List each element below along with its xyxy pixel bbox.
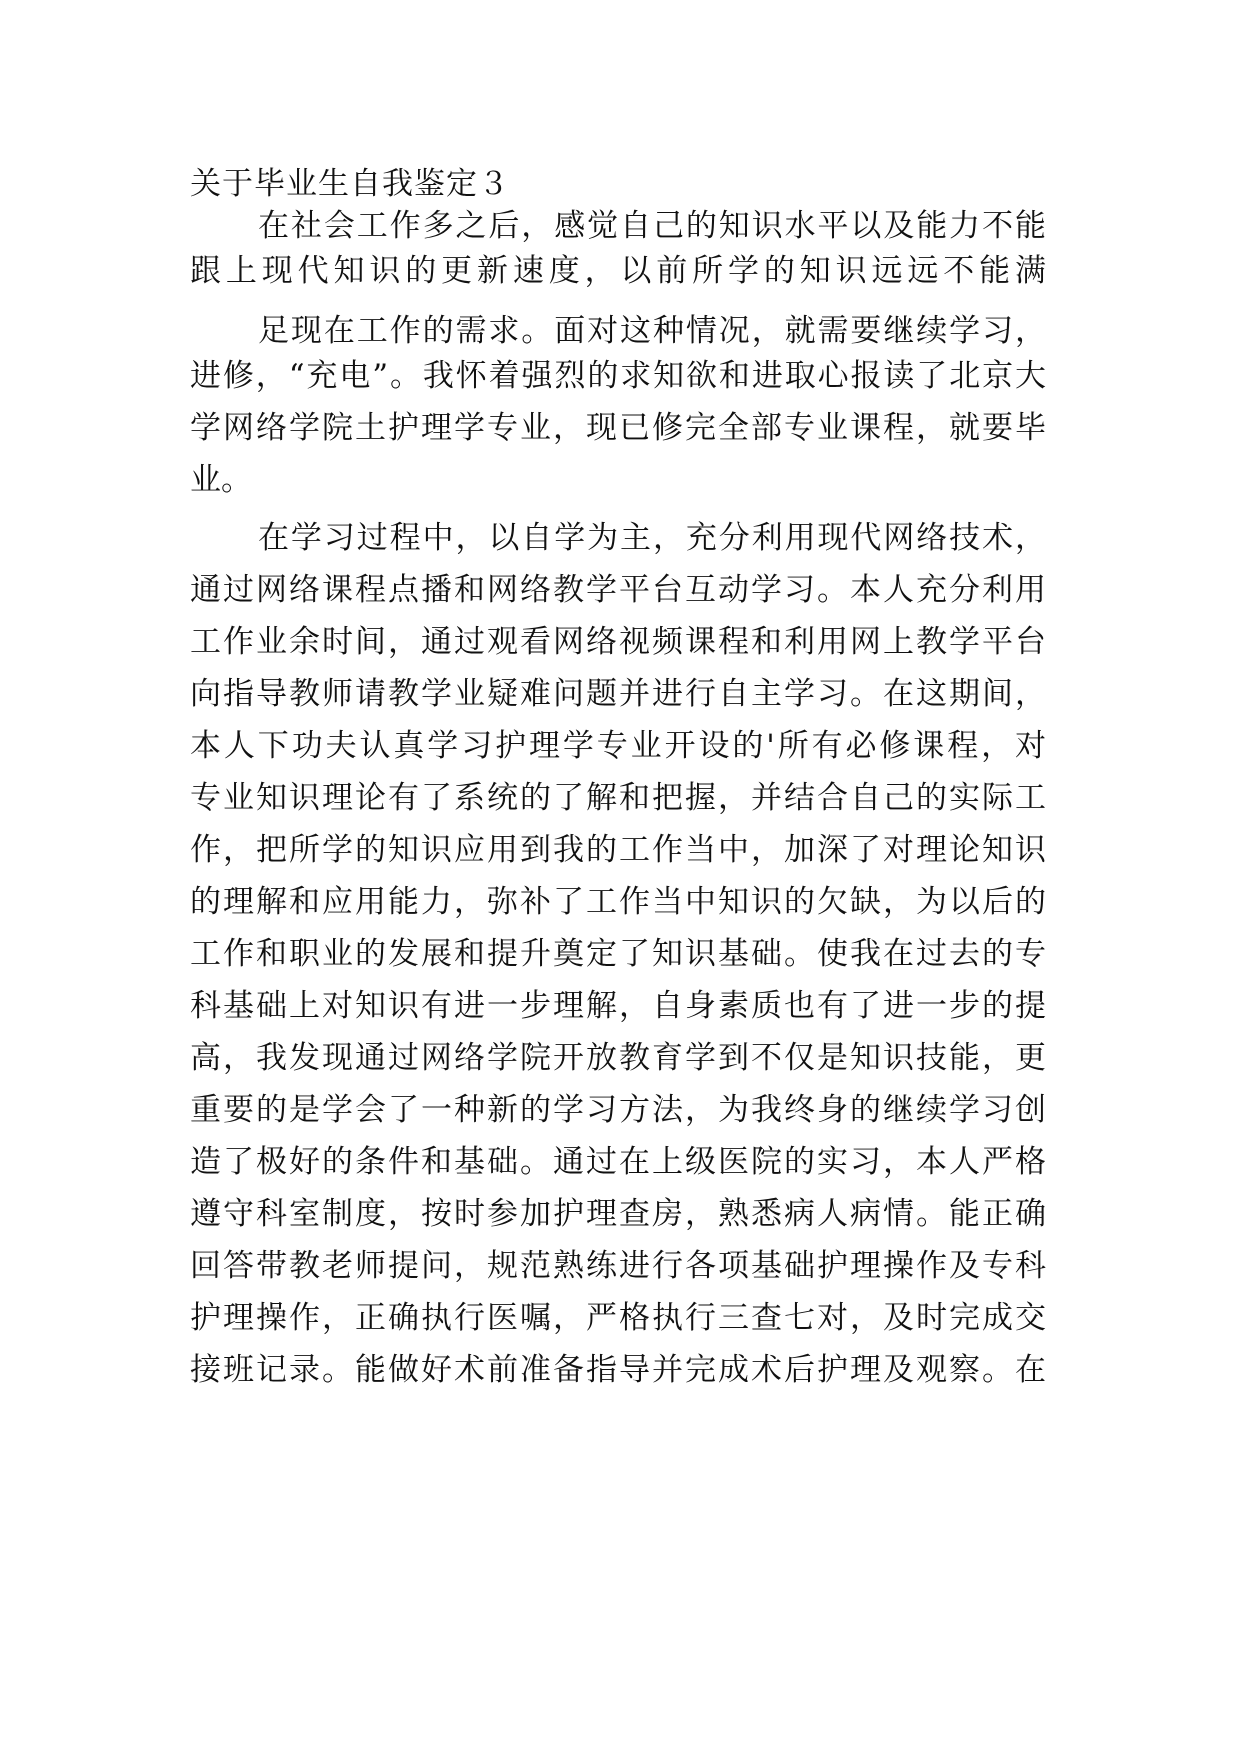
- text-line: 重要的是学会了一种新的学习方法，为我终身的继续学习创: [190, 1092, 1046, 1128]
- text-line: 向指导教师请教学业疑难问题并进行自主学习。在这期间，: [190, 676, 1046, 712]
- text-line: 工作业余时间，通过观看网络视频课程和利用网上教学平台: [190, 624, 1046, 660]
- text-line: 学网络学院土护理学专业，现已修完全部专业课程，就要毕: [190, 410, 1046, 446]
- text-line: 回答带教老师提问，规范熟练进行各项基础护理操作及专科: [190, 1248, 1046, 1284]
- text-line: 接班记录。能做好术前准备指导并完成术后护理及观察。在: [190, 1352, 1046, 1388]
- text-line: 业。: [190, 462, 252, 498]
- text-line: 造了极好的条件和基础。通过在上级医院的实习，本人严格: [190, 1144, 1046, 1180]
- text-line: 进修，“充电”。我怀着强烈的求知欲和进取心报读了北京大: [190, 358, 1046, 394]
- text-line: 足现在工作的需求。面对这种情况，就需要继续学习，: [258, 313, 1046, 349]
- text-line: 在社会工作多之后，感觉自己的知识水平以及能力不能: [258, 208, 1046, 244]
- text-line: 的理解和应用能力，弥补了工作当中知识的欠缺，为以后的: [190, 884, 1046, 920]
- text-line: 工作和职业的发展和提升奠定了知识基础。使我在过去的专: [190, 936, 1046, 972]
- text-line: 遵守科室制度，按时参加护理查房，熟悉病人病情。能正确: [190, 1196, 1046, 1232]
- text-line: 在学习过程中，以自学为主，充分利用现代网络技术，: [258, 520, 1046, 556]
- text-line: 护理操作，正确执行医嘱，严格执行三查七对，及时完成交: [190, 1300, 1046, 1336]
- text-line: 通过网络课程点播和网络教学平台互动学习。本人充分利用: [190, 572, 1046, 608]
- text-line: 作，把所学的知识应用到我的工作当中，加深了对理论知识: [190, 832, 1046, 868]
- document-title: 关于毕业生自我鉴定３: [190, 166, 510, 202]
- text-line: 专业知识理论有了系统的了解和把握，并结合自己的实际工: [190, 780, 1046, 816]
- text-line: 科基础上对知识有进一步理解，自身素质也有了进一步的提: [190, 988, 1046, 1024]
- text-line: 高，我发现通过网络学院开放教育学到不仅是知识技能，更: [190, 1040, 1046, 1076]
- text-line: 跟上现代知识的更新速度，以前所学的知识远远不能满: [190, 253, 1046, 289]
- text-line: 本人下功夫认真学习护理学专业开设的'所有必修课程，对: [190, 728, 1046, 764]
